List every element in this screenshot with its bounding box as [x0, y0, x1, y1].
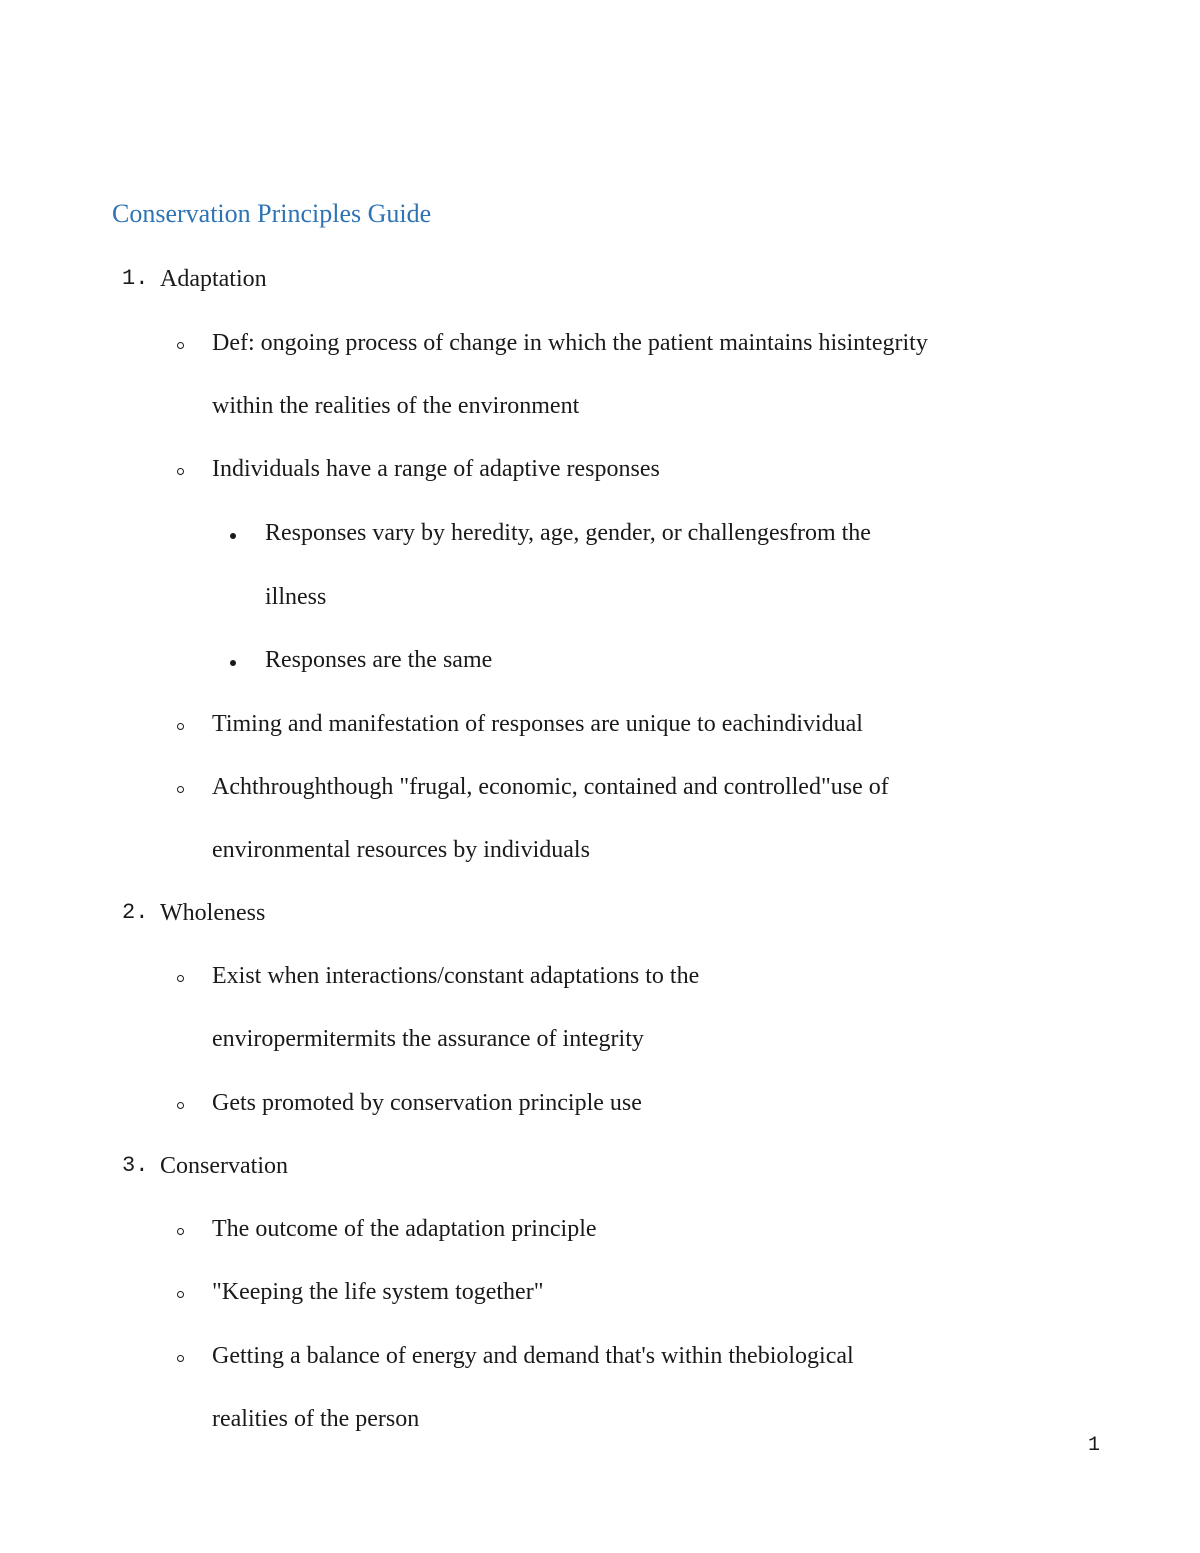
section-number: 3. [122, 1153, 149, 1178]
circle-bullet-icon [177, 1291, 184, 1298]
sub-list-item: Responses are the same [265, 647, 493, 673]
disc-bullet-icon [230, 660, 236, 666]
circle-bullet-icon [177, 342, 184, 349]
circle-bullet-icon [177, 1355, 184, 1362]
circle-bullet-icon [177, 1102, 184, 1109]
section-number: 1. [122, 266, 149, 291]
disc-bullet-icon [230, 533, 236, 539]
section-heading: Adaptation [160, 266, 267, 292]
list-item: Getting a balance of energy and demand that's within thebiological [212, 1343, 854, 1369]
page-number: 1 [1088, 1434, 1101, 1457]
list-item-continuation: realities of the person [212, 1406, 420, 1432]
list-item-continuation: within the realities of the environment [212, 393, 580, 419]
section-number: 2. [122, 900, 149, 925]
list-item: Exist when interactions/constant adaptations to the [212, 963, 700, 989]
circle-bullet-icon [177, 1228, 184, 1235]
list-item: Gets promoted by conservation principle use [212, 1090, 642, 1116]
list-item: Achthroughthough "frugal, economic, contained and controlled"use of [212, 774, 889, 800]
list-item-continuation: environmental resources by individuals [212, 837, 590, 863]
list-item: Individuals have a range of adaptive responses [212, 456, 660, 482]
sub-list-item: Responses vary by heredity, age, gender, or challengesfrom the [265, 520, 871, 546]
list-item: The outcome of the adaptation principle [212, 1216, 597, 1242]
list-item: "Keeping the life system together" [212, 1279, 544, 1305]
circle-bullet-icon [177, 786, 184, 793]
list-item: Timing and manifestation of responses are unique to eachindividual [212, 711, 863, 737]
section-heading: Conservation [160, 1153, 288, 1179]
sub-list-item-continuation: illness [265, 584, 327, 610]
circle-bullet-icon [177, 468, 184, 475]
list-item: Def: ongoing process of change in which the patient maintains hisintegrity [212, 330, 928, 356]
circle-bullet-icon [177, 975, 184, 982]
circle-bullet-icon [177, 723, 184, 730]
document-title: Conservation Principles Guide [112, 199, 432, 228]
section-heading: Wholeness [160, 900, 266, 926]
list-item-continuation: enviropermitermits the assurance of integrity [212, 1026, 644, 1052]
